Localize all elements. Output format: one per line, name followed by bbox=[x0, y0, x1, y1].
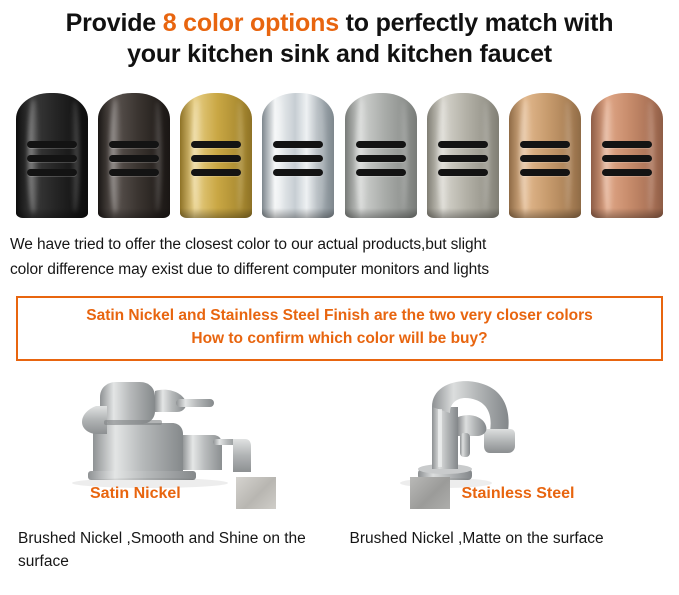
vent-slot bbox=[191, 155, 241, 162]
vent-slot bbox=[520, 155, 570, 162]
cap-matte-black[interactable] bbox=[12, 93, 92, 218]
notice-line-2: How to confirm which color will be buy? bbox=[191, 329, 488, 347]
cap-polished-brass[interactable] bbox=[176, 93, 256, 218]
vent-slot bbox=[27, 155, 77, 162]
cap-vent-slots bbox=[109, 141, 159, 185]
vent-slot bbox=[438, 141, 488, 148]
vent-slot bbox=[273, 169, 323, 176]
cap-vent-slots bbox=[520, 141, 570, 185]
cap-vent-slots bbox=[356, 141, 406, 185]
vent-slot bbox=[27, 169, 77, 176]
vent-slot bbox=[438, 155, 488, 162]
vent-slot bbox=[520, 169, 570, 176]
satin-nickel-label: Satin Nickel bbox=[90, 485, 181, 503]
headline-line-1-prefix: Provide bbox=[65, 9, 163, 37]
cap-base-shadow bbox=[509, 208, 581, 218]
cap-vent-slots bbox=[191, 141, 241, 185]
cap-base-shadow bbox=[180, 208, 252, 218]
headline-line-2: your kitchen sink and kitchen faucet bbox=[127, 39, 552, 68]
vent-slot bbox=[520, 141, 570, 148]
satin-nickel-swatch bbox=[236, 477, 276, 509]
comparison-column-satin-nickel bbox=[0, 373, 340, 571]
cap-chrome[interactable] bbox=[258, 93, 338, 218]
headline-accent: 8 color options bbox=[162, 9, 339, 37]
vent-slot bbox=[602, 155, 652, 162]
cap-vent-slots bbox=[438, 141, 488, 185]
color-disclaimer bbox=[10, 232, 669, 282]
cap-vent-slots bbox=[602, 141, 652, 185]
vent-slot bbox=[27, 141, 77, 148]
color-options-row bbox=[0, 83, 679, 218]
finish-comparison bbox=[0, 373, 679, 571]
disclaimer-line-2: color difference may exist due to different computer monitors and lights bbox=[10, 261, 490, 279]
vent-slot bbox=[356, 141, 406, 148]
comparison-column-stainless-steel bbox=[340, 373, 679, 548]
disclaimer-line-1: We have tried to offer the closest color to our actual products,but slight bbox=[10, 236, 487, 253]
pull-out-faucet-illustration bbox=[0, 373, 339, 491]
vent-slot bbox=[438, 169, 488, 176]
vent-slot bbox=[109, 155, 159, 162]
cap-base-shadow bbox=[16, 208, 88, 218]
cap-rose-gold[interactable] bbox=[587, 93, 667, 218]
cap-brushed-gold[interactable] bbox=[505, 93, 585, 218]
vent-slot bbox=[191, 141, 241, 148]
cap-base-shadow bbox=[345, 208, 417, 218]
notice-line-1: Satin Nickel and Stainless Steel Finish are the two very closer colors bbox=[86, 307, 593, 325]
cap-base-shadow bbox=[98, 208, 170, 218]
vent-slot bbox=[356, 155, 406, 162]
vent-slot bbox=[191, 169, 241, 176]
satin-nickel-faucet-image bbox=[0, 373, 340, 491]
cap-base-shadow bbox=[262, 208, 334, 218]
stainless-steel-description: Brushed Nickel ,Matte on the surface bbox=[349, 530, 604, 548]
page-title bbox=[0, 0, 679, 69]
high-arc-faucet-illustration bbox=[340, 373, 679, 491]
cap-base-shadow bbox=[591, 208, 663, 218]
stainless-steel-faucet-image bbox=[340, 373, 679, 491]
vent-slot bbox=[109, 141, 159, 148]
vent-slot bbox=[356, 169, 406, 176]
vent-slot bbox=[273, 141, 323, 148]
cap-brushed-nickel[interactable] bbox=[341, 93, 421, 218]
vent-slot bbox=[602, 169, 652, 176]
cap-vent-slots bbox=[273, 141, 323, 185]
stainless-steel-label: Stainless Steel bbox=[461, 485, 575, 503]
stainless-steel-swatch bbox=[410, 477, 450, 509]
headline-line-1 bbox=[14, 8, 665, 39]
vent-slot bbox=[273, 155, 323, 162]
headline-line-1-suffix: to perfectly match with bbox=[338, 9, 614, 37]
cap-oil-rubbed-bronze[interactable] bbox=[94, 93, 174, 218]
vent-slot bbox=[109, 169, 159, 176]
satin-nickel-description: Brushed Nickel ,Smooth and Shine on the surface bbox=[18, 530, 306, 571]
satin-nickel-label-row bbox=[0, 485, 340, 521]
finish-notice-box bbox=[16, 296, 663, 361]
vent-slot bbox=[602, 141, 652, 148]
cap-satin-nickel[interactable] bbox=[423, 93, 503, 218]
cap-base-shadow bbox=[427, 208, 499, 218]
stainless-steel-label-row bbox=[340, 485, 679, 521]
cap-vent-slots bbox=[27, 141, 77, 185]
